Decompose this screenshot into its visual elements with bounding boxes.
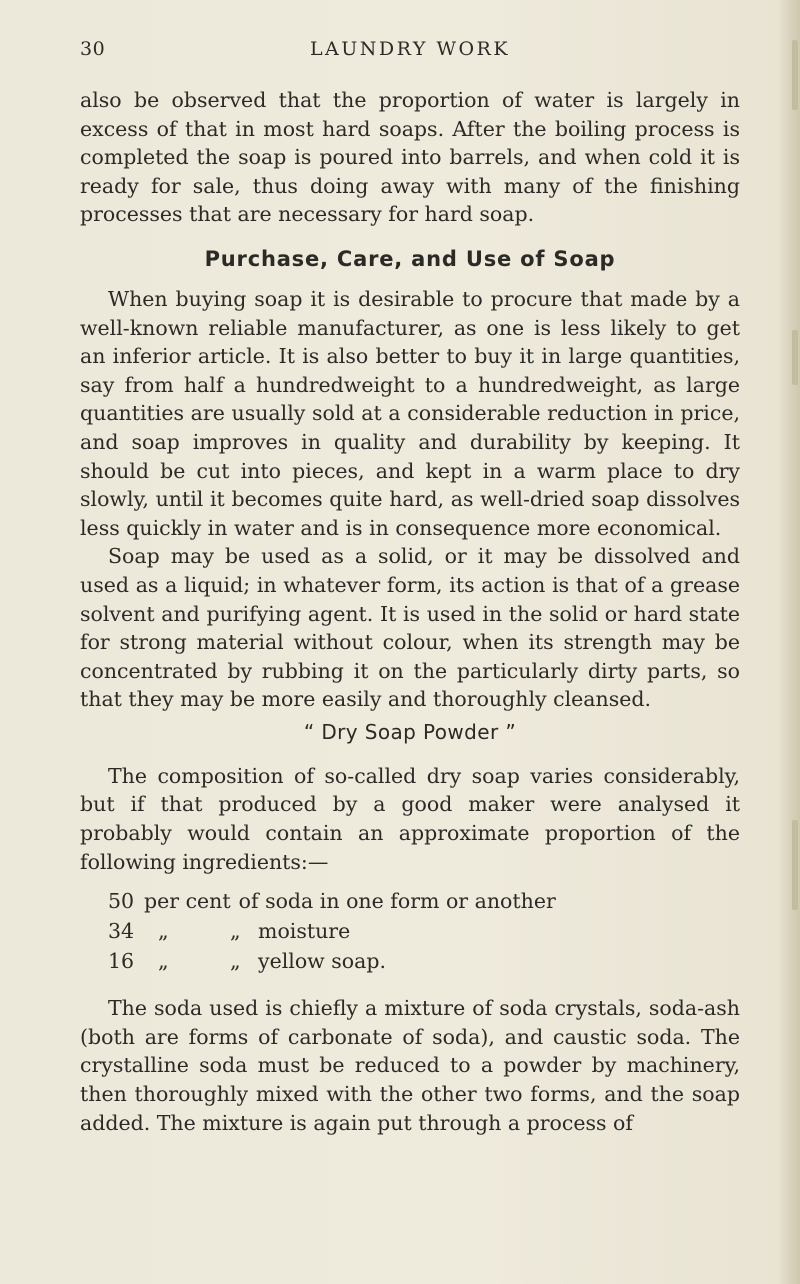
ingredient-name: yellow soap. <box>258 949 386 974</box>
paragraph-continuation: also be observed that the proportion of water is largely in excess of that in most hard soaps. After the boiling process is completed the soap is poured into barrels, and when cold it is ready for sale, thus doing away with many of the finishing processes that are necessary for hard soap. <box>80 88 740 227</box>
ingredients-list <box>80 886 740 976</box>
ingredient-name: moisture <box>258 919 351 944</box>
ditto-mark: „ <box>158 949 169 974</box>
paragraph-composition: The composition of so-called dry soap varies considerably, but if that produced by a good maker were analysed it probably would contain an approximate proportion of the following ingredients:— <box>80 763 740 874</box>
edge-stain <box>792 330 798 385</box>
running-title: LAUNDRY WORK <box>309 38 511 60</box>
ingredient-percent: 34 <box>108 919 135 944</box>
ingredient-row <box>108 946 740 976</box>
page-edge-shadow <box>778 0 800 1284</box>
section-heading: Purchase, Care, and Use of Soap <box>204 246 616 271</box>
ingredient-percent: 16 <box>108 949 135 974</box>
paragraph-soda: The soda used is chiefly a mixture of soda crystals, soda-ash (both are forms of carbonate of soda), and caustic soda. The crystalline soda must be reduced to a powder by machinery, then thoroughly mixed with the other two forms, and the soap added. The mixture is again put through a process of <box>80 996 740 1135</box>
ditto-mark: „ <box>158 919 169 944</box>
ingredient-unit: per cent <box>144 889 231 914</box>
ingredient-percent: 50 <box>108 889 135 914</box>
ditto-mark: „ <box>230 919 241 944</box>
paragraph-buying-soap: When buying soap it is desirable to procure that made by a well-known reliable manufacturer, as one is less likely to get an inferior article. It is also better to buy it in large quantities, say from half a hundredweight to a hundredweight, as large quantities are usually sold at a considerable reduction in price, and soap improves in quality and durability by keeping. It should be cut into pieces, and kept in a warm place to dry slowly, until it becomes quite hard, as well-dried soap dissolves less quickly in water and is in consequence more economical. <box>80 286 740 540</box>
running-head <box>80 38 740 68</box>
ingredient-row <box>108 916 740 946</box>
subsection-heading: “ Dry Soap Powder ” <box>303 719 517 744</box>
edge-stain <box>792 40 798 110</box>
paragraph-using-soap: Soap may be used as a solid, or it may be dissolved and used as a liquid; in whatever form, its action is that of a grease solvent and purifying agent. It is used in the solid or hard state for strong material without colour, when its strength may be concentrated by rubbing it on the particularly dirty parts, so that they may be more easily and thoroughly cleansed. <box>80 544 740 712</box>
ingredient-row <box>108 886 740 916</box>
page-body <box>80 86 740 1137</box>
ditto-mark: „ <box>230 949 241 974</box>
ingredient-name: of soda in one form or another <box>238 889 556 914</box>
page-number: 30 <box>80 38 106 60</box>
edge-stain <box>792 820 798 910</box>
